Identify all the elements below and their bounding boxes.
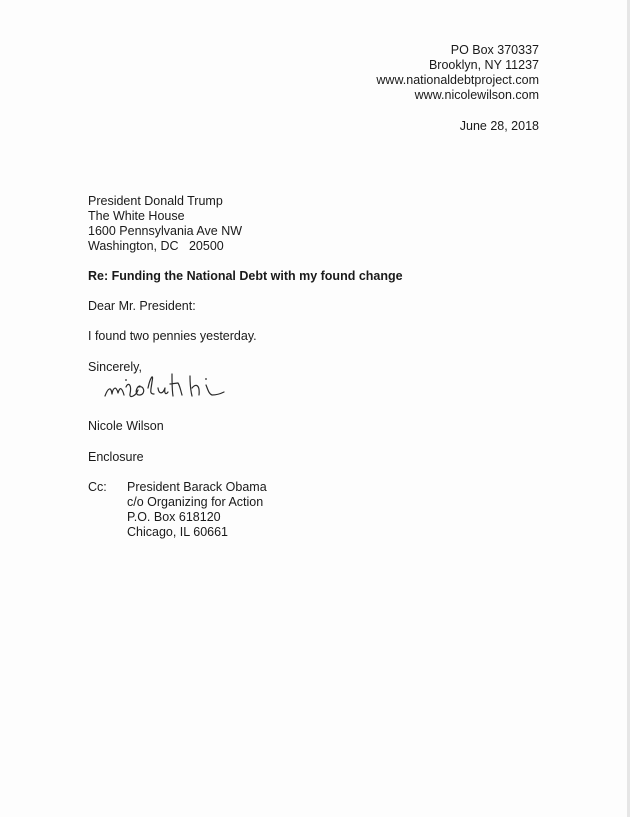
sender-address-block xyxy=(376,43,539,103)
cc-line: President Barack Obama xyxy=(127,480,267,494)
handwritten-signature xyxy=(102,368,257,406)
subject-line: Re: Funding the National Debt with my found change xyxy=(88,269,403,283)
cc-line: Chicago, IL 60661 xyxy=(127,525,229,539)
enclosure-note: Enclosure xyxy=(88,450,144,464)
recipient-org: The White House xyxy=(88,209,185,223)
sender-website-2: www.nicolewilson.com xyxy=(414,88,539,102)
recipient-street: 1600 Pennsylvania Ave NW xyxy=(88,224,243,238)
signer-name: Nicole Wilson xyxy=(88,419,164,433)
recipient-name: President Donald Trump xyxy=(88,194,223,208)
letter-date: June 28, 2018 xyxy=(459,119,539,133)
salutation: Dear Mr. President: xyxy=(88,299,196,313)
sender-website-1: www.nationaldebtproject.com xyxy=(376,73,539,87)
letter-body: I found two pennies yesterday. xyxy=(88,329,257,343)
recipient-city: Washington, DC 20500 xyxy=(88,239,224,253)
sender-city: Brooklyn, NY 11237 xyxy=(428,58,539,72)
cc-label: Cc: xyxy=(88,480,107,494)
sender-po-box: PO Box 370337 xyxy=(450,43,539,57)
cc-recipient-block xyxy=(127,480,267,540)
cc-line: P.O. Box 618120 xyxy=(127,510,221,524)
cc-line: c/o Organizing for Action xyxy=(127,495,264,509)
recipient-address-block xyxy=(88,194,242,254)
closing: Sincerely, xyxy=(88,360,142,374)
